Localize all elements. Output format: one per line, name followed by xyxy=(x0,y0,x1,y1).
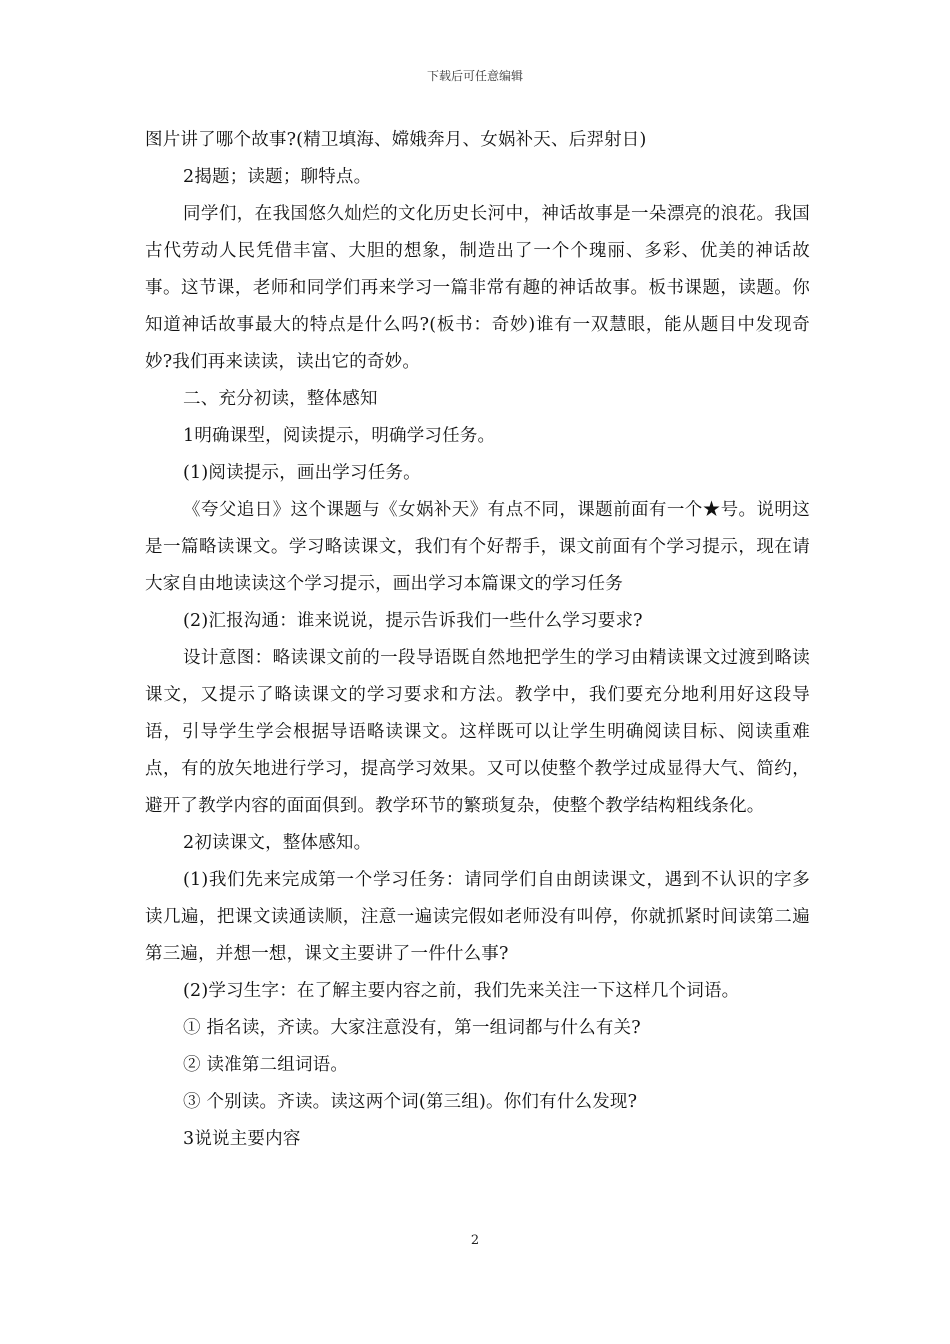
paragraph: 3说说主要内容 xyxy=(183,1129,301,1149)
paragraph: (2)学习生字：在了解主要内容之前，我们先来关注一下这样几个词语。 xyxy=(183,981,740,1001)
paragraph: 同学们，在我国悠久灿烂的文化历史长河中，神话故事是一朵漂亮的浪花。我国古代劳动人民凭借丰富、大胆的想象，制造出了一个个瑰丽、多彩、优美的神话故事。这节课，老师和同学们再来学习一篇非常有趣的神话故事。板书课题，读题。你知道神话故事最大的特点是什么吗?(板书：奇妙)谁有一双慧眼，能从题目中发现奇妙?我们再来读读，读出它的奇妙。 xyxy=(145,204,810,372)
paragraph: (1)我们先来完成第一个学习任务：请同学们自由朗读课文，遇到不认识的字多读几遍，把课文读通读顺，注意一遍读完假如老师没有叫停，你就抓紧时间读第二遍第三遍，并想一想，课文主要讲了一件什么事? xyxy=(145,870,810,964)
paragraph: 《夸父追日》这个课题与《女娲补天》有点不同，课题前面有一个★号。说明这是一篇略读课文。学习略读课文，我们有个好帮手，课文前面有个学习提示，现在请大家自由地读读这个学习提示，画出学习本篇课文的学习任务 xyxy=(145,500,810,594)
paragraph: 设计意图：略读课文前的一段导语既自然地把学生的学习由精读课文过渡到略读课文，又提示了略读课文的学习要求和方法。教学中，我们要充分地利用好这段导语，引导学生学会根据导语略读课文。这样既可以让学生明确阅读目标、阅读重难点，有的放矢地进行学习，提高学习效果。又可以使整个教学过成显得大气、简约，避开了教学内容的面面俱到。教学环节的繁琐复杂，使整个教学结构粗线条化。 xyxy=(145,648,810,816)
list-item: ① 指名读，齐读。大家注意没有，第一组词都与什么有关? xyxy=(183,1018,641,1038)
document-body xyxy=(145,122,810,1158)
paragraph: (2)汇报沟通：谁来说说，提示告诉我们一些什么学习要求? xyxy=(183,611,643,631)
paragraph: 图片讲了哪个故事?(精卫填海、嫦娥奔月、女娲补天、后羿射日) xyxy=(145,130,647,150)
list-item: ② 读准第二组词语。 xyxy=(183,1055,349,1075)
page-number: 2 xyxy=(470,1233,480,1248)
paragraph: (1)阅读提示，画出学习任务。 xyxy=(183,463,421,483)
paragraph: 2初读课文，整体感知。 xyxy=(183,833,372,853)
page-header: 下载后可任意编辑 xyxy=(426,69,523,83)
paragraph: 2揭题；读题；聊特点。 xyxy=(183,167,372,187)
section-heading: 二、充分初读，整体感知 xyxy=(183,389,378,409)
list-item: ③ 个别读。齐读。读这两个词(第三组)。你们有什么发现? xyxy=(183,1092,638,1112)
paragraph: 1明确课型，阅读提示，明确学习任务。 xyxy=(183,426,496,446)
